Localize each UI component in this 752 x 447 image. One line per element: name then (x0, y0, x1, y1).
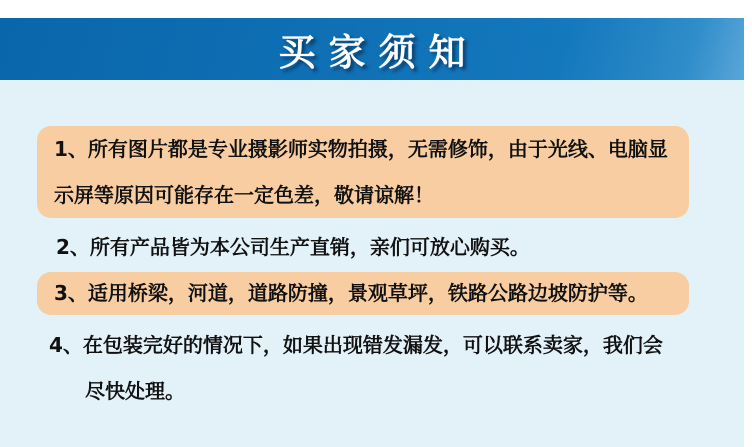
notice-item-4-line-2: 尽快处理。 (85, 379, 185, 403)
notice-item-3: 3、适用桥梁，河道，道路防撞，景观草坪，铁路公路边坡防护等。 (37, 272, 689, 315)
notice-item-4-line-1: 4、在包装完好的情况下，如果出现错发漏发，可以联系卖家，我们会 (49, 333, 663, 357)
notice-list (0, 80, 744, 447)
notice-item-1 (37, 126, 689, 218)
notice-item-4 (0, 322, 744, 414)
notice-item-1-line-2: 示屏等原因可能存在一定色差，敬请谅解！ (54, 183, 434, 207)
page-title: 买家须知 (278, 31, 479, 74)
title-banner (0, 18, 744, 80)
notice-item-1-line-1: 1、所有图片都是专业摄影师实物拍摄，无需修饰，由于光线、电脑显 (54, 137, 668, 161)
notice-item-2: 2、所有产品皆为本公司生产直销，亲们可放心购买。 (56, 235, 530, 259)
